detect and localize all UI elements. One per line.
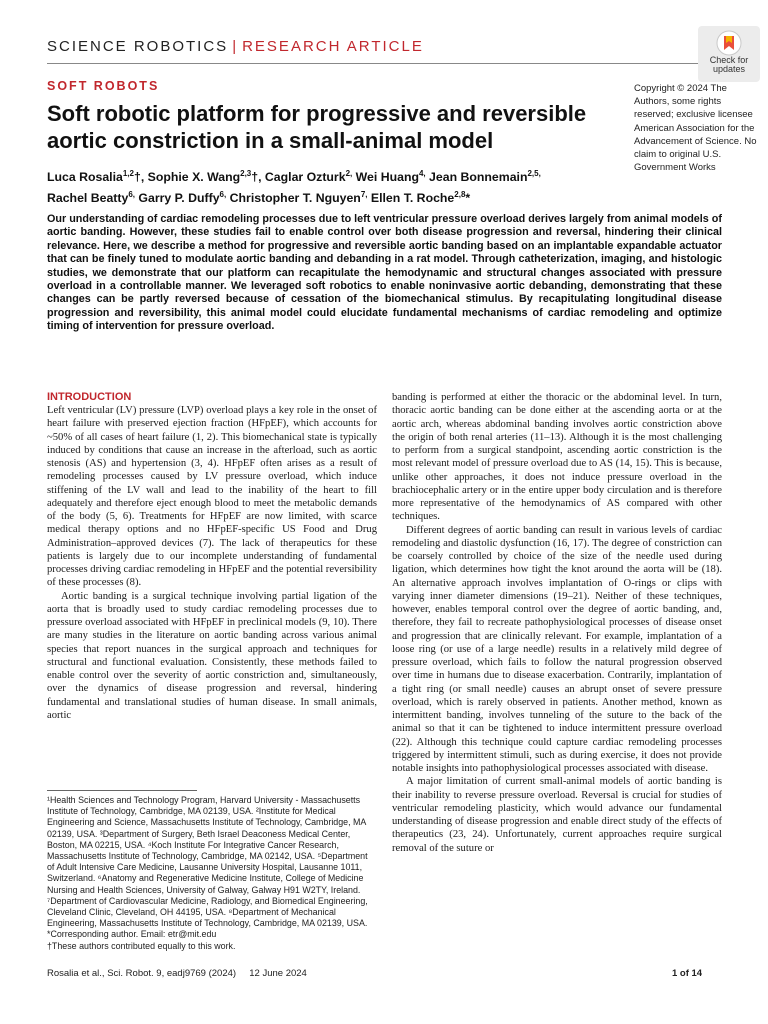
body-paragraph: Aortic banding is a surgical technique involving partial ligation of the aorta that is broadly used to study cardiac remodeling processes due to pressure overload associated with HFpEF in preclinical models (9, 10). There are many studies in the literature on aortic banding across various animal species that report nuances in the surgical approach and techniques for structural and functional evaluation. Consistently, these methods failed to enable control over the severity of aortic constriction and, simultaneously, over the dynamics of disease progression and reversal, hindering fundamental and translational studies of human disease. In small animals, aortic	[47, 590, 377, 721]
equal-contribution-note: †These authors contributed equally to this work.	[47, 940, 236, 951]
bookmark-icon	[716, 30, 742, 56]
footnotes	[47, 795, 377, 952]
affiliations: ¹Health Sciences and Technology Program, Harvard University - Massachusetts Institute of Technology, Cambridge, MA 02139, USA. ²Institute for Medical Engineering and Science, Massachusetts Institute of Technology, Cambridge, MA 02139, USA. ³Department of Surgery, Beth Israel Deaconess Medical Center, Boston, MA 02215, USA. ⁴Koch Institute For Integrative Cancer Research, Massachusetts Institute of Technology, Cambridge, MA 02142, USA. ⁵Department of Adult Intensive Care Medicine, Lausanne University Hospital, Lausanne 1011, Switzerland. ⁶Anatomy and Regenerative Medicine Institute, College of Medicine Nursing and Health Sciences, University of Galway, Galway H91 W2TY, Ireland. ⁷Department of Cardiovascular Medicine, Radiology, and Biomedical Engineering, Cleveland Clinic, Cleveland, OH 44195, USA. ⁸Department of Mechanical Engineering, Massachusetts Institute of Technology, Cambridge, MA 02139, USA.	[47, 795, 368, 929]
check-for-updates-badge[interactable]	[698, 26, 760, 82]
body-paragraph: banding is performed at either the thoracic or the abdominal level. In turn, thoracic aortic banding can be done either at the ascending aorta or at the aortic arch, whereas abdominal banding involves aortic constriction above the origin of both renal arteries (11–13). Although it is the most challenging to perform from a surgical standpoint, ascending aortic constriction is the most relevant model of pressure overload due to AS (14, 15). This is because, unlike other approaches, it does not induce pressure overload in the brachiocephalic artery or in the entire upper body circulation and is therefore more representative of the hemodynamics of AS compared with other techniques.	[392, 392, 722, 523]
copyright-notice: Copyright © 2024 The Authors, some rights reserved; exclusive licensee American Association for the Advancement of Science. No claim to original U.S. Government Works	[634, 83, 757, 174]
journal-name: SCIENCE ROBOTICS	[47, 38, 229, 55]
header-rule	[47, 63, 722, 64]
journal-header	[47, 38, 424, 55]
article-type: RESEARCH ARTICLE	[242, 38, 424, 55]
body-paragraph: Left ventricular (LV) pressure (LVP) overload plays a key role in the onset of heart failure with preserved ejection fraction (HFpEF), which accounts for ~50% of all cases of heart failure (1, 2). This biomechanical state is typically induced by conditions that cause an increase in the afterload, such as aortic stenosis (AS) and hypertension (3, 4). HFpEF often arises as a result of remodeling processes caused by LV pressure overload, which induce stiffening of the LV wall and lead to the inability of the heart to fill adequately and therefore eject enough blood to meet the metabolic demands of the body (5, 6). Treatments for HFpEF are now limited, with scarce medical therapy options and no HFpEF-specific US Food and Drug Administration–approved devices (7). The lack of therapeutics for these patients is largely due to our incomplete understanding of fundamental processes driving cardiac remodeling in HFpEF and the potential reversibility of these processes (8).	[47, 405, 377, 589]
footnote-rule	[47, 790, 197, 791]
corresponding-author: *Corresponding author. Email: etr@mit.edu	[47, 929, 217, 940]
header-separator: |	[232, 38, 239, 55]
article-title: Soft robotic platform for progressive and reversible aortic constriction in a small-animal model	[47, 101, 587, 153]
body-paragraph: A major limitation of current small-animal models of aortic banding is their inability to reverse pressure overload. Reversal is crucial for studies of ventricular remodeling plasticity, which would advance our fundamental understanding of disease progression and enable direct study of the effects of therapeutics (23, 24). Unfortunately, current approaches require surgical removal of the suture or	[392, 776, 722, 854]
author-line-1: Luca Rosalia$^{1,2}$†, Sophie X. Wang$^{2,3}$†, Caglar Ozturk$^{2,}$ Wei Huang$^{4,}$ Jean Bonnemain$^{2,5,}$	[47, 169, 541, 185]
abstract: Our understanding of cardiac remodeling processes due to left ventricular pressure overload derives largely from animal models of aortic banding. However, these studies fail to enable control over both disease progression and reversal, hindering their clinical relevance. Here, we describe a method for progressive and reversible aortic banding based on an implantable expandable actuator that can be finely tuned to modulate aortic banding and debanding in a rat model. Through catheterization, imaging, and histologic studies, we demonstrate that our platform can recapitulate the hemodynamic and structural changes associated with pressure overload in a controllable manner. We leveraged soft robotics to enable noninvasive aortic debanding, demonstrating that these changes can be partly reversed because of cessation of the biomechanical stimulus. By recapitulating longitudinal disease progression and reversibility, this animal model could elucidate fundamental mechanisms of cardiac remodeling and optimize timing of intervention for pressure overload.	[47, 213, 723, 333]
badge-label-2: updates	[712, 64, 746, 74]
body-paragraph: Different degrees of aortic banding can result in various levels of cardiac remodeling and diastolic dysfunction (16, 17). The degree of constriction can be coarsely controlled by choice of the size of the needle used during ligation, which determines how tight the knot around the aorta will be (18). An alternative approach involves implantation of O-rings or clips with varying inner diameter dimensions (19–21). Neither of these techniques, however, enables temporal control over the degree of aortic banding, and, therefore, they fail to recreate pathophysiological processes of disease onset and progression that are clinically relevant. For example, implantation of a loose ring (or use of a large needle) results in a relatively mild degree of pressure overload, which fails to follow the natural progression observed over time in humans due to disease exacerbation. Contrarily, implantation of a tight ring (or small needle) causes an abrupt onset of severe pressure overload, which is rarely observed in patients. Another method, known as intermittent banding, involves tunneling of the suture to the back of the animal so that it can be tightened to induce intermittent pressure overload (22). Although this technique could capture cardiac remodeling processes triggered by intermittent stimuli, such as during exercise, it does not provide notable insights into pathophysiological processes associated with disease.	[392, 524, 722, 774]
badge-label-1: Check for	[709, 55, 749, 65]
intro-heading: INTRODUCTION	[47, 391, 132, 403]
citation-footer: Rosalia et al., Sci. Robot. 9, eadj9769 (2024) 12 June 2024	[47, 968, 307, 979]
author-line-2: Rachel Beatty$^{6,}$ Garry P. Duffy$^{6,}$ Christopher T. Nguyen$^{7,}$ Ellen T. Roche$^{2,8}$*	[47, 190, 471, 206]
section-label: SOFT ROBOTS	[47, 79, 160, 93]
page-number: 1 of 14	[672, 968, 703, 979]
body-column-right	[392, 391, 722, 855]
body-column-left	[47, 391, 377, 722]
author-list	[47, 165, 587, 207]
